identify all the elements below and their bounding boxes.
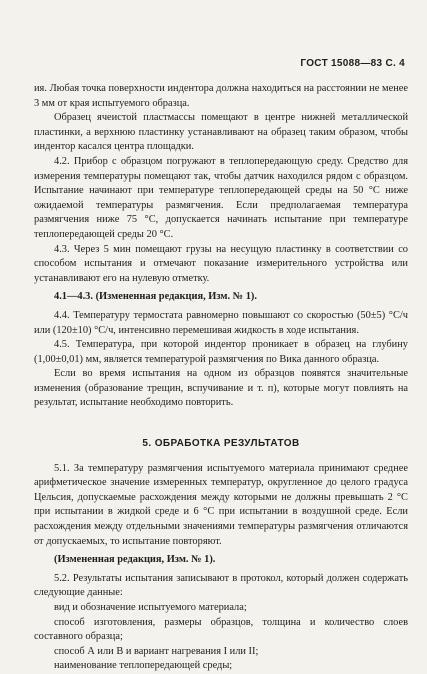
list-item: способ А или В и вариант нагревания I или II; [54, 645, 259, 657]
paragraph: 4.4. Температуру термостата равномерно повышают со скоростью (50±5) °С/ч или (120±10) °С/ч, интенсивно перемешивая жидкость в ходе испытания. [34, 309, 408, 336]
paragraph: ия. Любая точка поверхности индентора должна находиться на расстоянии не менее 3 мм от края испытуемого образца. [34, 83, 408, 109]
list-item: способ изготовления, размеры образцов, толщина и количество слоев составного образца; [34, 616, 408, 643]
amendment-note: 4.1—4.3. (Измененная редакция, Изм. № 1). [54, 291, 257, 303]
list-item: наименование теплопередающей среды; [54, 660, 233, 672]
amendment-note: (Измененная редакция, Изм. № 1). [54, 554, 216, 566]
paragraph: 4.3. Через 5 мин помещают грузы на несущую пластинку в соответствии со способом испытания и отмечают показание измерительного устройства или устанавливают его на нулевую отметку. [34, 243, 408, 284]
page-header: ГОСТ 15088—83 С. 4 [300, 58, 405, 69]
section-heading: 5. ОБРАБОТКА РЕЗУЛЬТАТОВ [142, 438, 300, 450]
paragraph: 4.2. Прибор с образцом погружают в теплопередающую среду. Средство для измерения температуры помещают так, чтобы датчик находился рядом с образцом. Испытание начинают при температуре теплопередающей среды на 50 °С ниже ожидаемой температуры размягчения. Если предполагаемая температура размягчения ниже 75 °С, допускается начинать испытание при температуре теплопередающей среды 20 °С. [34, 155, 408, 240]
document-body [34, 82, 408, 674]
paragraph: 5.2. Результаты испытания записывают в протокол, который должен содержать следующие данные: [34, 572, 408, 599]
paragraph: 5.1. За температуру размягчения испытуемого материала принимают среднее арифметическое значение измеренных температур, округленное до целого градуса Цельсия, допускаемые расхождения между которыми не должны превышать 2 °С при испытании в жидкой среде и 6 °С при испытании в воздушной среде. Если расхождения между отдельными значениями температуры размягчения отличаются от допускаемых, то испытание повторяют. [34, 462, 408, 547]
paragraph: Образец ячеистой пластмассы помещают в центре нижней металлической пластинки, а верхнюю пластинку устанавливают на образец таким образом, чтобы индентор касался центра площадки. [34, 112, 408, 153]
paragraph: Если во время испытания на одном из образцов появятся значительные изменения (образование трещин, вспучивание и т. п), которые могут повлиять на результат, испытание необходимо повторить. [34, 368, 408, 409]
paragraph: 4.5. Температура, при которой индентор проникает в образец на глубину (1,00±0,01) мм, является температурой размягчения по Вика данного образца. [34, 339, 408, 365]
list-item: вид и обозначение испытуемого материала; [54, 602, 247, 613]
